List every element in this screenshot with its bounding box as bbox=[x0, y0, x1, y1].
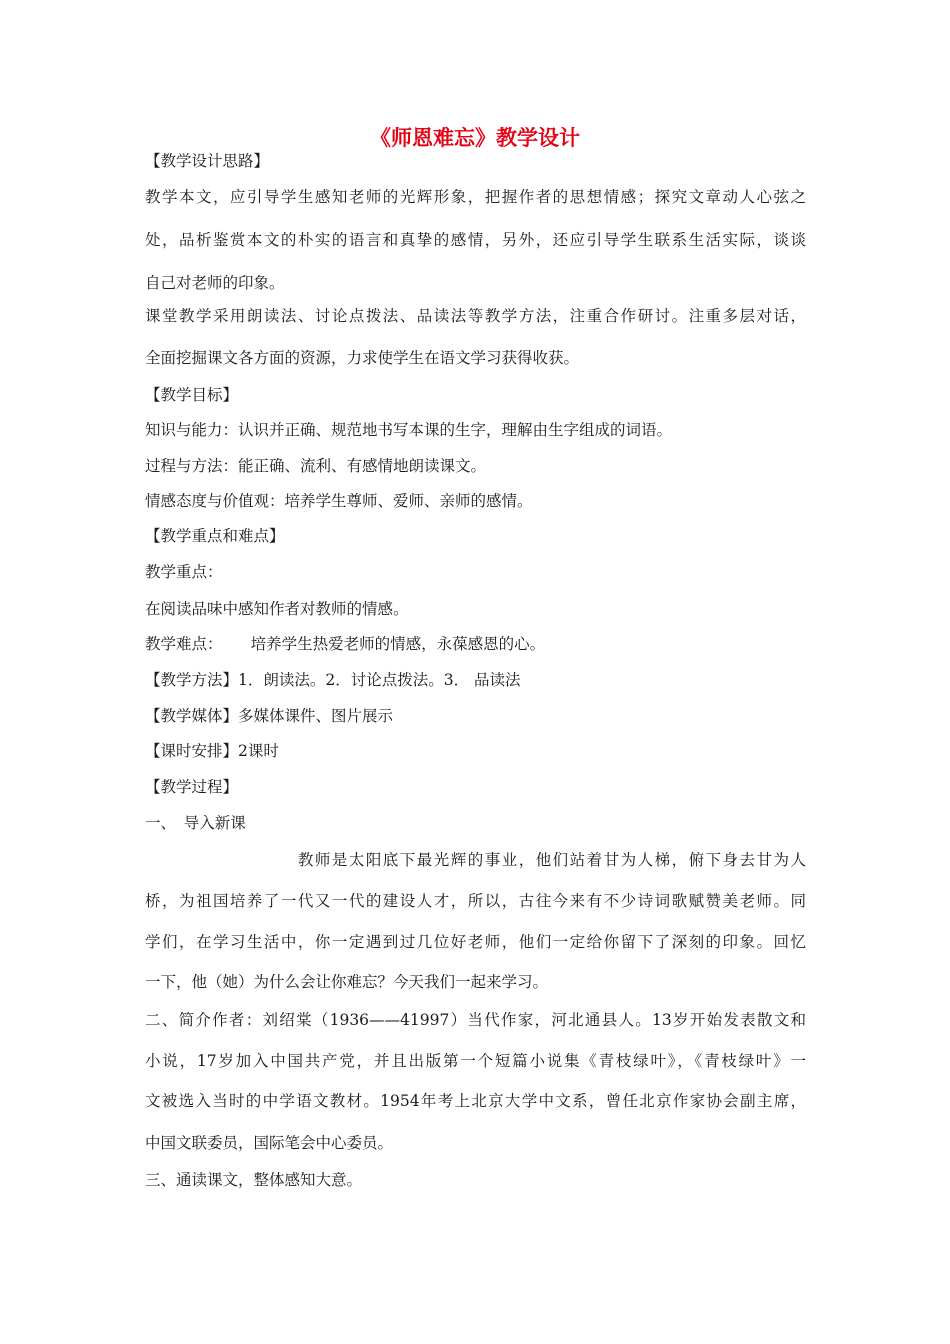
key-point-label: 教学重点： bbox=[145, 563, 223, 581]
design-idea-line-3: 自己对老师的印象。 bbox=[145, 274, 285, 292]
media: 【教学媒体】多媒体课件、图片展示 bbox=[145, 707, 394, 725]
intro-line-4: 一下，他（她）为什么会让你难忘？今天我们一起来学习。 bbox=[145, 973, 549, 991]
design-idea-line-1: 教学本文，应引导学生感知老师的光辉形象，把握作者的思想情感；探究文章动人心弦之 bbox=[145, 188, 806, 206]
intro-line-1: 教师是太阳底下最光辉的事业，他们站着甘为人梯，俯下身去甘为人 bbox=[145, 851, 806, 869]
goal-process: 过程与方法：能正确、流利、有感情地朗读课文。 bbox=[145, 457, 487, 475]
goal-knowledge: 知识与能力：认识并正确、规范地书写本课的生字，理解由生字组成的词语。 bbox=[145, 421, 673, 439]
key-point-text: 在阅读品味中感知作者对教师的情感。 bbox=[145, 600, 409, 618]
intro-line-2: 桥，为祖国培养了一代又一代的建设人才，所以，古往今来有不少诗词歌赋赞美老师。同 bbox=[145, 892, 806, 910]
design-idea-line-2: 处，品析鉴赏本文的朴实的语言和真挚的感情，另外，还应引导学生联系生活实际，谈谈 bbox=[145, 231, 806, 249]
design-idea-line-4: 课堂教学采用朗读法、讨论点拨法、品读法等教学方法，注重合作研讨。注重多层对话， bbox=[145, 307, 806, 325]
author-line-1: 二、简介作者：刘绍棠（1936——41997）当代作家，河北通县人。13岁开始发表散文和 bbox=[145, 1011, 806, 1029]
key-points-heading: 【教学重点和难点】 bbox=[145, 527, 285, 545]
goal-attitude: 情感态度与价值观：培养学生尊师、爱师、亲师的感情。 bbox=[145, 492, 533, 510]
difficulty: 教学难点： 培养学生热爱老师的情感，永葆感恩的心。 bbox=[145, 635, 546, 653]
design-idea-line-5: 全面挖掘课文各方面的资源，力求使学生在语文学习获得收获。 bbox=[145, 349, 580, 367]
methods: 【教学方法】1．朗读法。2．讨论点拨法。3． 品读法 bbox=[145, 671, 521, 689]
step-3-heading: 三、通读课文，整体感知大意。 bbox=[145, 1171, 363, 1189]
step-1-heading: 一、 导入新课 bbox=[145, 814, 246, 832]
document-title: 《师恩难忘》教学设计 bbox=[370, 126, 580, 150]
goals-heading: 【教学目标】 bbox=[145, 386, 239, 404]
author-line-3: 文被选入当时的中学语文教材。1954年考上北京大学中文系，曾任北京作家协会副主席， bbox=[145, 1092, 806, 1110]
design-idea-heading: 【教学设计思路】 bbox=[145, 152, 270, 170]
schedule: 【课时安排】2课时 bbox=[145, 742, 279, 760]
process-heading: 【教学过程】 bbox=[145, 778, 239, 796]
author-line-2: 小说，17岁加入中国共产党，并且出版第一个短篇小说集《青枝绿叶》，《青枝绿叶》一 bbox=[145, 1052, 806, 1070]
author-line-4: 中国文联委员，国际笔会中心委员。 bbox=[145, 1134, 394, 1152]
intro-line-3: 学们，在学习生活中，你一定遇到过几位好老师，他们一定给你留下了深刻的印象。回忆 bbox=[145, 933, 806, 951]
